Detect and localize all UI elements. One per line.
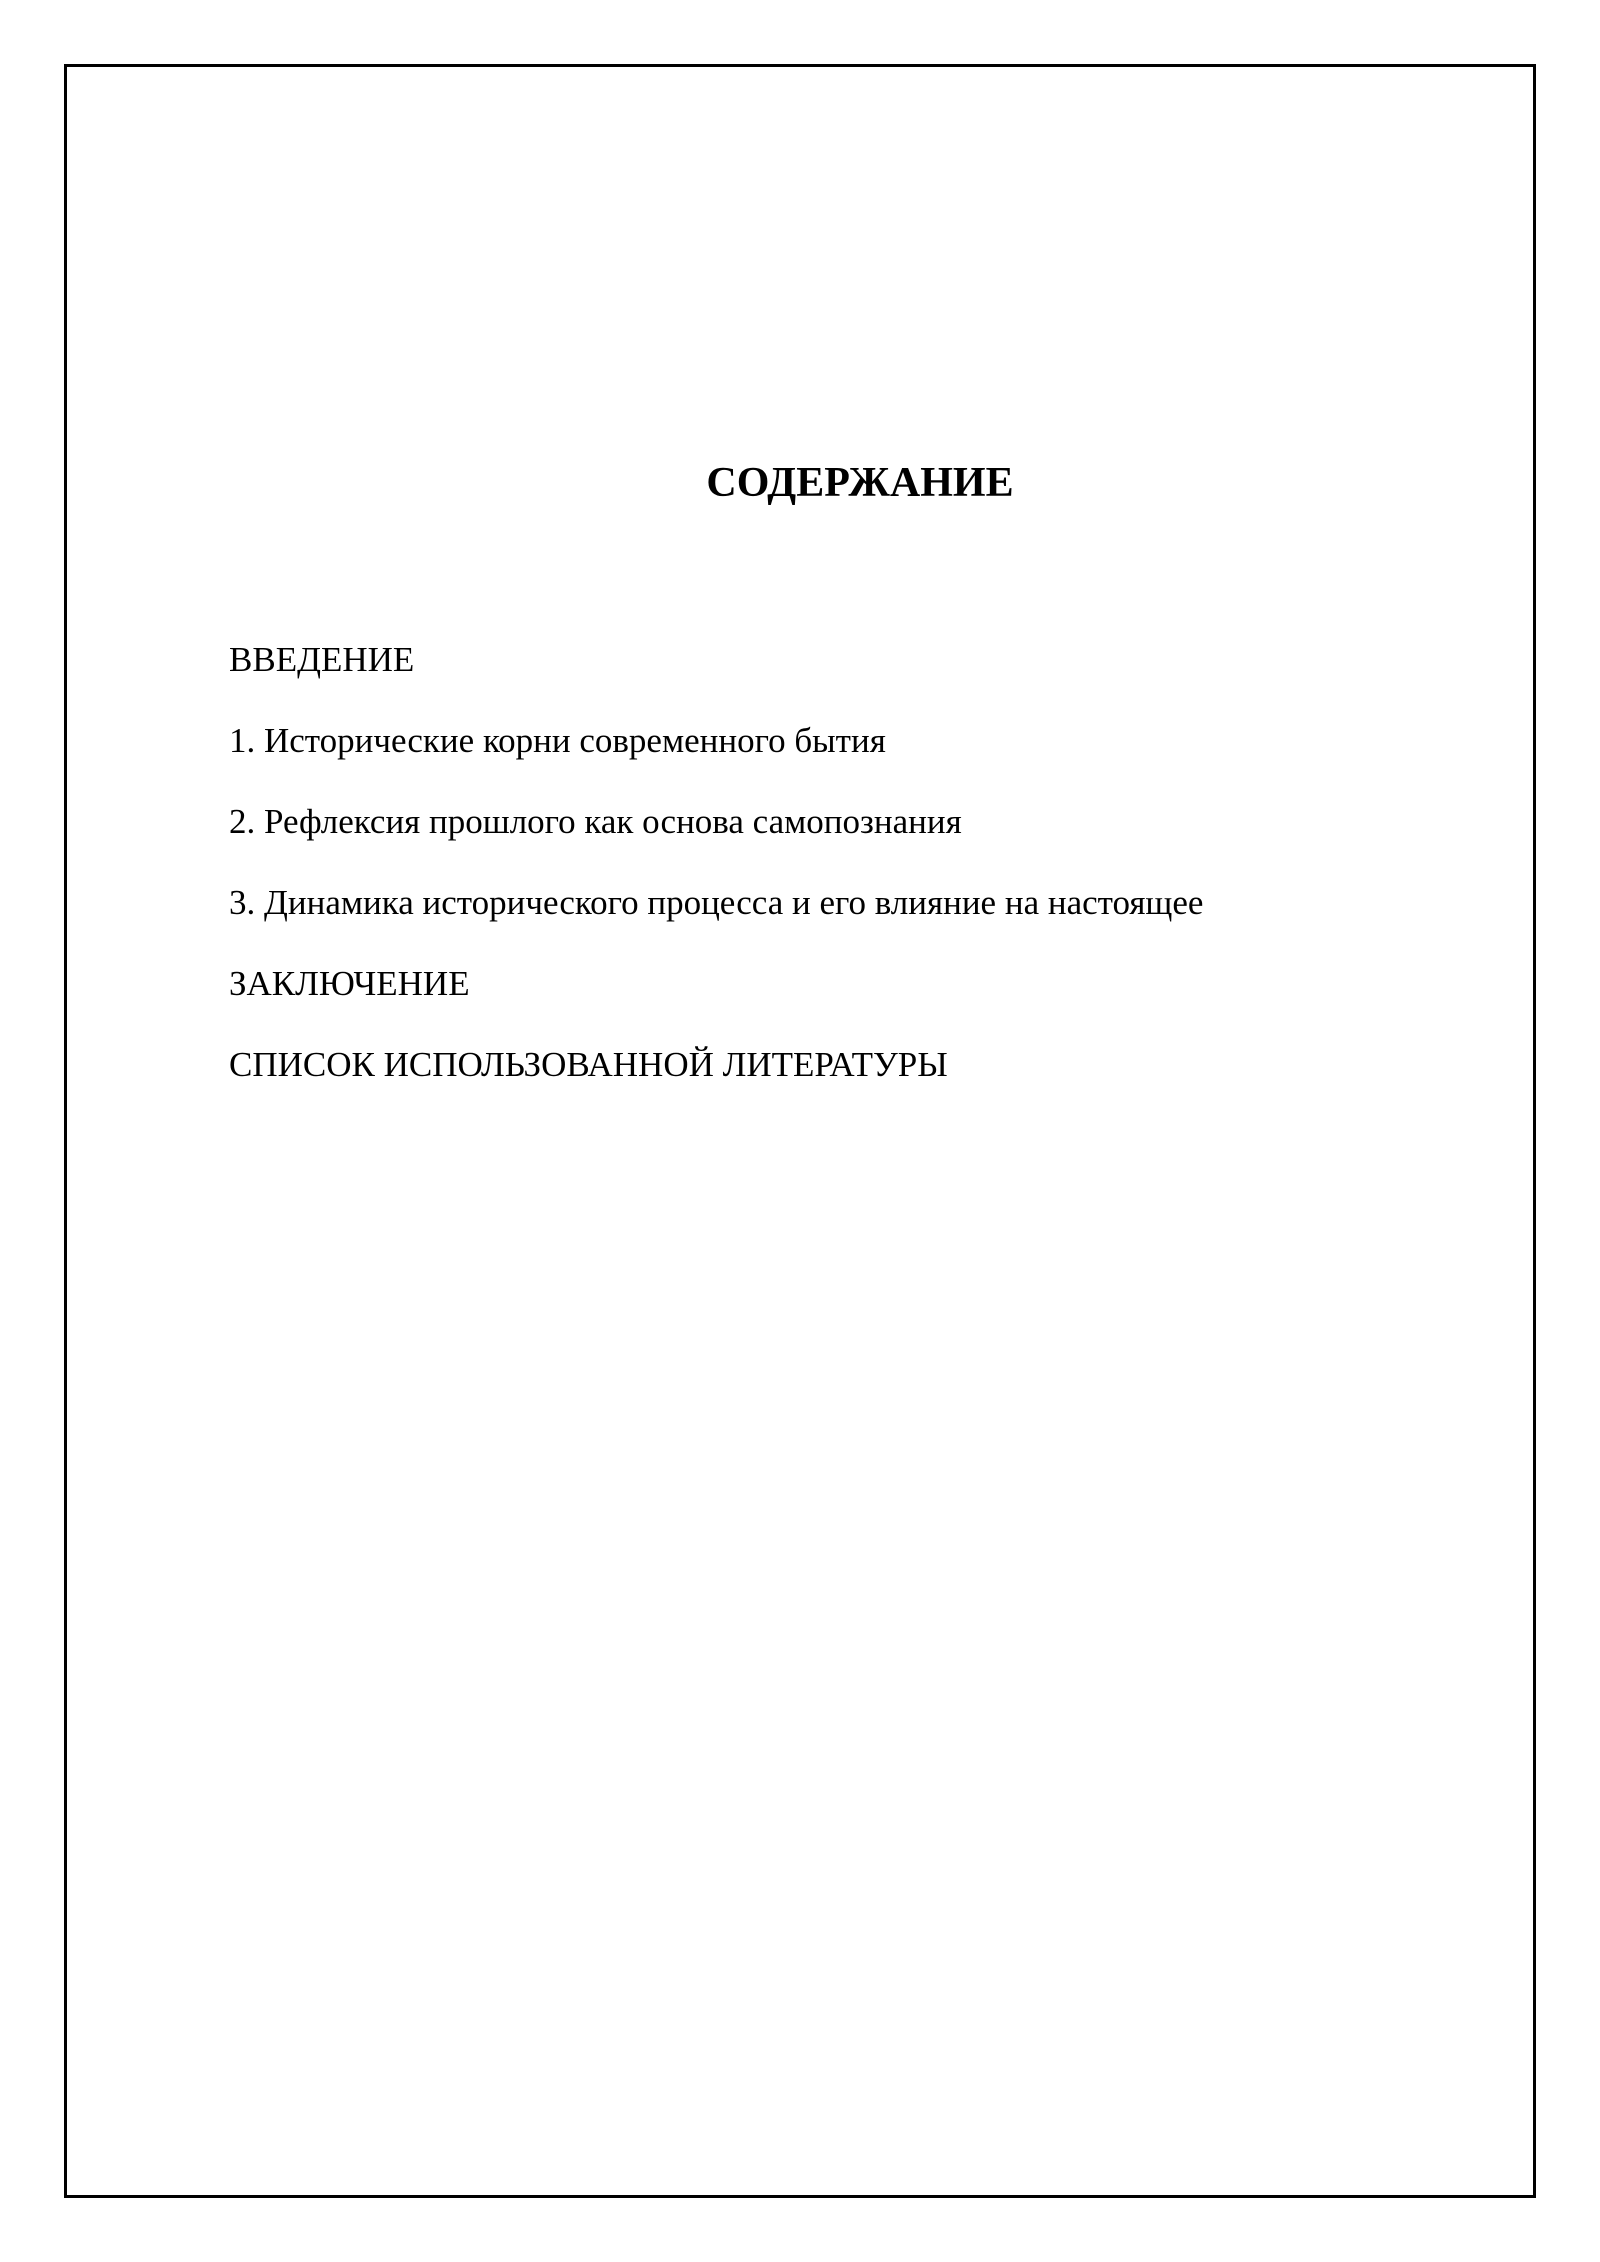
toc-item-chapter-2: 2. Рефлексия прошлого как основа самопознания <box>229 802 962 841</box>
toc-item-chapter-1: 1. Исторические корни современного бытия <box>229 721 886 760</box>
toc-item-references: СПИСОК ИСПОЛЬЗОВАННОЙ ЛИТЕРАТУРЫ <box>229 1045 948 1084</box>
page-title: СОДЕРЖАНИЕ <box>706 460 1014 506</box>
page-frame <box>64 64 1536 2198</box>
toc-item-chapter-3: 3. Динамика исторического процесса и его влияние на настоящее <box>229 883 1204 922</box>
toc-item-introduction: ВВЕДЕНИЕ <box>229 640 415 679</box>
toc-item-conclusion: ЗАКЛЮЧЕНИЕ <box>229 964 470 1003</box>
table-of-contents <box>229 640 1203 1126</box>
